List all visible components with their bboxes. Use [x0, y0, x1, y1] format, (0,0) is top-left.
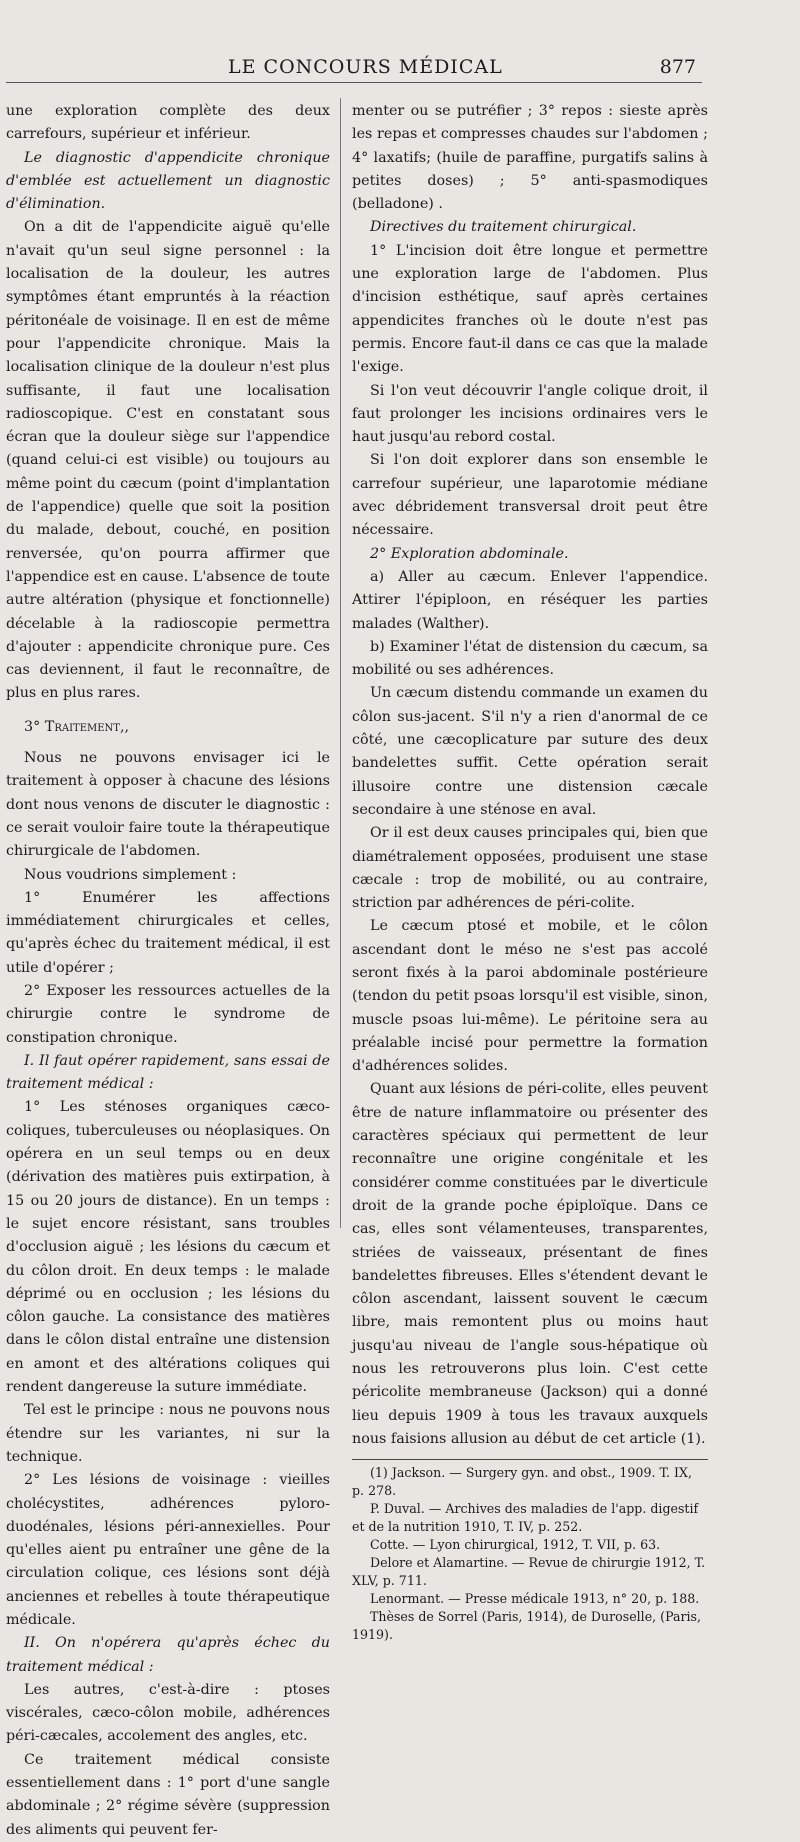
paragraph: b) Examiner l'état de distension du cæcum, sa mobilité ou ses adhérences. [352, 638, 708, 679]
left-column [6, 100, 330, 1842]
footnote: Cotte. — Lyon chirurgical, 1912, T. VII, p. 63. [370, 1537, 661, 1553]
subheading: I. Il faut opérer rapidement, sans essai de traitement médical : [6, 1052, 330, 1093]
footnotes [352, 1464, 708, 1644]
paragraph: 1° Enumérer les affections immédiatement chirurgicales et celles, qu'après échec du traitement médical, il est utile d'opérer ; [6, 889, 330, 976]
column-divider [340, 98, 341, 1228]
subheading: 2° Exploration abdominale. [370, 545, 569, 562]
header-rule [6, 82, 702, 83]
paragraph: On a dit de l'appendicite aiguë qu'elle n'avait qu'un seul signe personnel : la localisation de la douleur, les autres symptômes étant empruntés à la réaction péritonéale de voisinage. Il en est de même pour l'appendicite chronique. Mais la localisation clinique de la douleur n'est plus suffisante, il faut une localisation radioscopique. C'est en constatant sous écran que la douleur siège sur l'appendice (quand celui-ci est visible) ou toujours au même point du cæcum (point d'implantation de l'appendice) quelle que soit la position du malade, debout, couché, en position renversée, qu'on pourra affirmer que l'appendice est en cause. L'absence de toute autre altération (physique et fonctionnelle) décelable à la radioscopie permettra d'ajouter : appendicite chronique pure. Ces cas deviennent, il faut le reconnaître, de plus en plus rares. [6, 219, 330, 702]
paragraph: Ce traitement médical consiste essentiellement dans : 1° port d'une sangle abdominale ; 2° régime sévère (suppression des aliments qui peuvent fer- [6, 1751, 330, 1838]
journal-title: LE CONCOURS MÉDICAL [228, 56, 503, 78]
right-column [352, 100, 708, 1644]
footnote: Delore et Alamartine. — Revue de chirurgie 1912, T. XLV, p. 711. [352, 1555, 706, 1589]
paragraph: Si l'on doit explorer dans son ensemble le carrefour supérieur, une laparotomie médiane avec débridement transversal droit peut être nécessaire. [352, 452, 708, 539]
paragraph: Nous voudrions simplement : [24, 866, 237, 883]
paragraph: Or il est deux causes principales qui, bien que diamétralement opposées, produisent une stase cæcale : trop de mobilité, ou au contraire, striction par adhérences de péri-colite. [352, 825, 708, 912]
subheading: II. On n'opérera qu'après échec du traitement médical : [6, 1635, 330, 1675]
paragraph: Tel est le principe : nous ne pouvons nous étendre sur les variantes, ni sur la technique. [6, 1402, 330, 1465]
footnote: P. Duval. — Archives des maladies de l'app. digestif et de la nutrition 1910, T. IV, p. 252. [352, 1501, 699, 1535]
paragraph: 1° Les sténoses organiques cæco-coliques, tuberculeuses ou néoplasiques. On opérera en un seul temps ou en deux (dérivation des matières puis extirpation, à 15 ou 20 jours de distance). En un temps : le sujet encore résistant, sans troubles d'occlusion aiguë ; les lésions du cæcum et du côlon droit. En deux temps : le malade déprimé ou en occlusion ; les lésions du côlon gauche. La consistance des matières dans le côlon distal entraîne une distension en amont et des altérations coliques qui rendent dangereuse la suture immédiate. [6, 1099, 330, 1396]
paragraph: une exploration complète des deux carrefours, supérieur et inférieur. [6, 103, 330, 143]
paragraph: 2° Les lésions de voisinage : vieilles cholécystites, adhérences pyloro-duodénales, lésions péri-annexielles. Pour qu'elles aient pu entraîner une gêne de la circulation colique, ces lésions sont déjà anciennes et rebelles à toute thérapeutique médicale. [6, 1472, 330, 1628]
footnote: Lenormant. — Presse médicale 1913, n° 20, p. 188. [370, 1591, 700, 1607]
paragraph: Nous ne pouvons envisager ici le traitement à opposer à chacune des lésions dont nous venons de discuter le diagnostic : ce serait vouloir faire toute la thérapeutique chirurgicale de l'abdomen. [6, 750, 330, 860]
paragraph: menter ou se putréfier ; 3° repos : sieste après les repas et compresses chaudes sur l'abdomen ; 4° laxatifs; (huile de paraffine, purgatifs salins à petites doses) ; 5° anti-spasmodiques (belladone) . [352, 103, 708, 213]
paragraph: 1° L'incision doit être longue et permettre une exploration large de l'abdomen. Plus d'incision esthétique, sauf après certaines appendicites franches où le doute n'est pas permis. Encore faut-il dans ce cas que la malade l'exige. [352, 242, 708, 376]
paragraph: Si l'on veut découvrir l'angle colique droit, il faut prolonger les incisions ordinaires vers le haut jusqu'au rebord costal. [352, 382, 708, 446]
footnote-rule [352, 1459, 708, 1460]
paragraph: a) Aller au cæcum. Enlever l'appendice. Attirer l'épiploon, en réséquer les parties malades (Walther). [352, 568, 708, 632]
page-number: 877 [659, 56, 696, 78]
paragraph: Le diagnostic d'appendicite chronique d'emblée est actuellement un diagnostic d'élimination. [6, 149, 330, 213]
page-header [0, 52, 800, 86]
paragraph: Le cæcum ptosé et mobile, et le côlon ascendant dont le méso ne s'est pas accolé seront fixés à la paroi abdominale postérieure (tendon du petit psoas lorsqu'il est visible, sinon, muscle psoas lui-même). Le péritoine sera au préalable incisé pour permettre la formation d'adhérences solides. [352, 918, 708, 1075]
footnote: (1) Jackson. — Surgery gyn. and obst., 1909. T. IX, p. 278. [352, 1465, 692, 1499]
paragraph: 2° Exposer les ressources actuelles de la chirurgie contre le syndrome de constipation chronique. [6, 982, 330, 1046]
footnote: Thèses de Sorrel (Paris, 1914), de Duroselle, (Paris, 1919). [352, 1609, 702, 1643]
paragraph: Quant aux lésions de péri-colite, elles peuvent être de nature inflammatoire ou présenter des caractères spéciaux qui permettent de leur reconnaître une origine congénitale et les considérer comme constituées par le diverticule droit de la grande poche épiploïque. Dans ce cas, elles sont vélamenteuses, transparentes, striées de vaisseaux, présentant de fines bandelettes fibreuses. Elles s'étendent devant le côlon ascendant, laissent souvent le cæcum libre, mais remontent plus ou moins haut jusqu'au niveau de l'angle sous-hépatique où nous les retrouverons plus loin. C'est cette péricolite membraneuse (Jackson) qui a donné lieu depuis 1909 à tous les travaux auxquels nous faisions allusion au début de cet article (1). [352, 1081, 708, 1447]
section-heading: 3° Traitement,, [24, 718, 130, 735]
paragraph: Un cæcum distendu commande un examen du côlon sus-jacent. S'il n'y a rien d'anormal de ce côté, une cæcoplicature par suture des deux bandelettes suffit. Cette opération serait illusoire contre une distension cæcale secondaire à une sténose en aval. [352, 685, 708, 818]
subheading: Directives du traitement chirurgical. [370, 219, 637, 236]
paragraph: Les autres, c'est-à-dire : ptoses viscérales, cæco-côlon mobile, adhérences péri-cæcales, accolement des angles, etc. [6, 1681, 330, 1745]
